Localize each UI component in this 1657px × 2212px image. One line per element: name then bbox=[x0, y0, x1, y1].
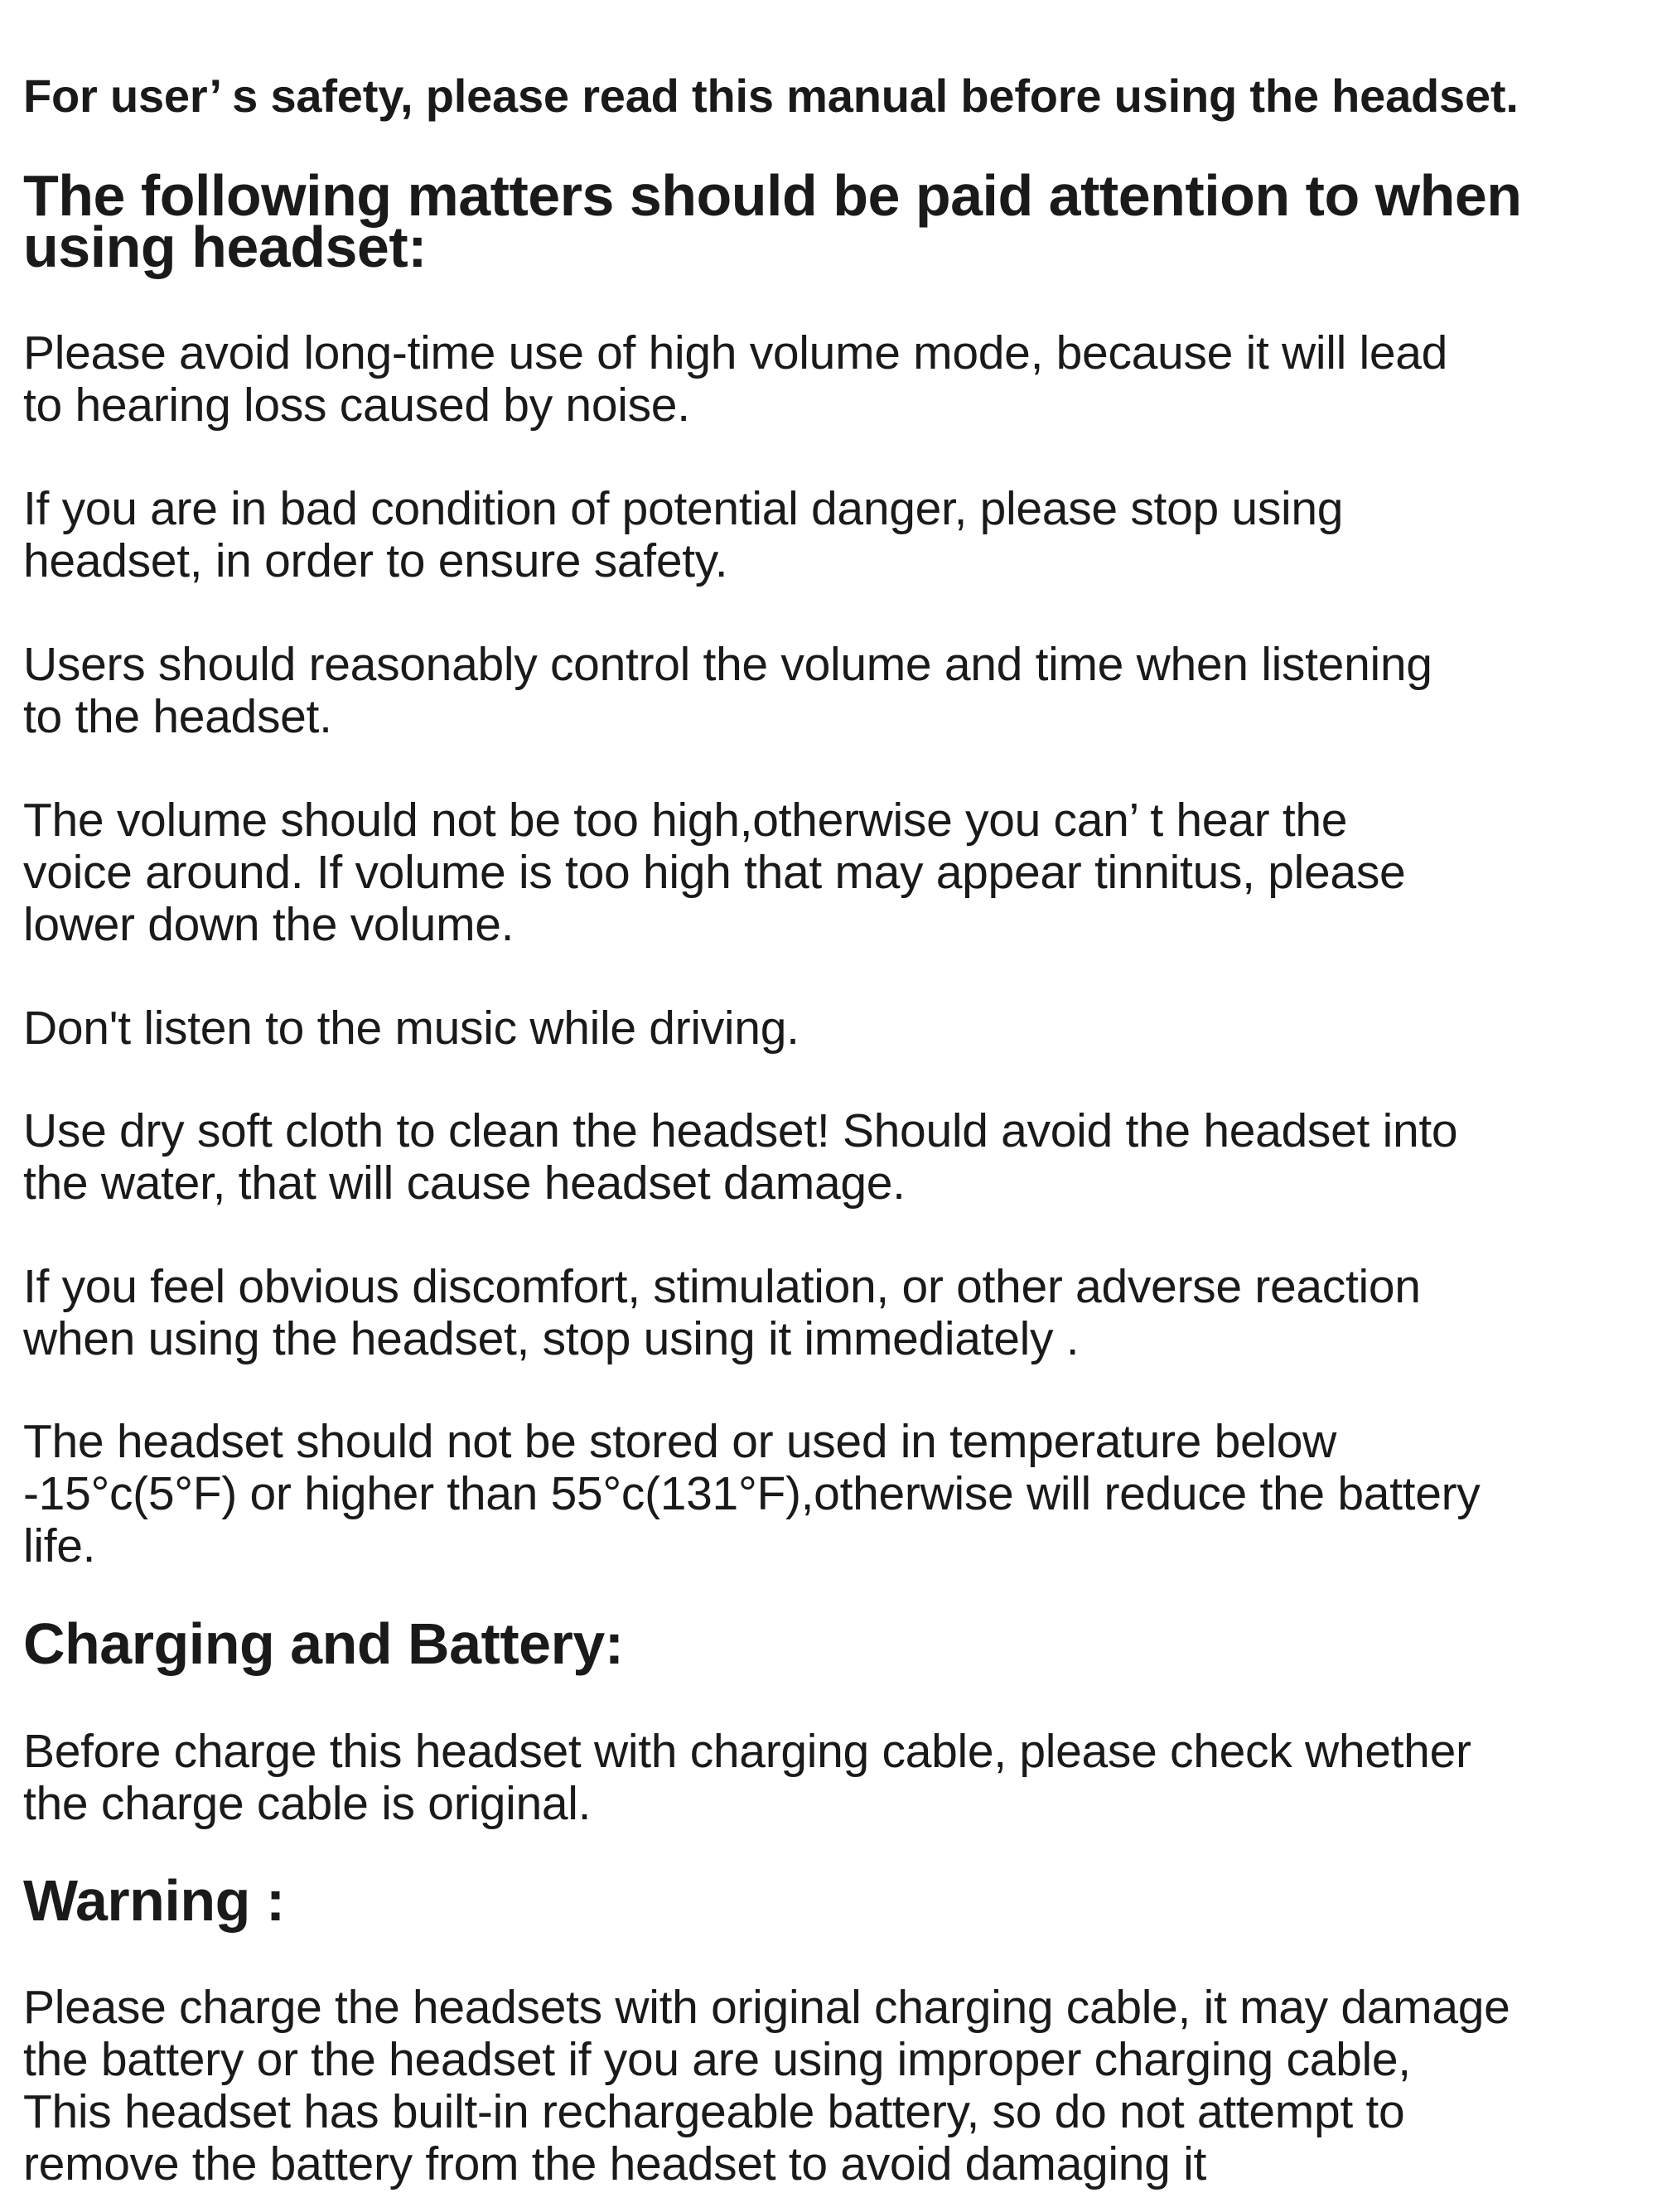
paragraph-charge-cable: Before charge this headset with charging cable, please check whether the charge cable is original. bbox=[23, 1725, 1471, 1830]
paragraph-driving: Don't listen to the music while driving. bbox=[23, 1002, 800, 1055]
paragraph-cleaning: Use dry soft cloth to clean the headset! Should avoid the headset into the water, that will cause headset damage. bbox=[23, 1104, 1458, 1210]
charging-heading: Charging and Battery: bbox=[23, 1611, 624, 1676]
paragraph-temperature: The headset should not be stored or used in temperature below -15°c(5°F) or higher than 55°c(131°F),otherwise will reduce the battery life. bbox=[23, 1415, 1481, 1572]
attention-heading: The following matters should be paid attention to when using headset: bbox=[23, 163, 1522, 279]
paragraph-warning: Please charge the headsets with original charging cable, it may damage the battery or the headset if you are using improper charging cable, This headset has built-in rechargeable battery, so do not attempt to remove the battery from the headset to avoid damaging it bbox=[23, 1981, 1510, 2190]
paragraph-danger: If you are in bad condition of potential danger, please stop using headset, in order to ensure safety. bbox=[23, 482, 1344, 587]
paragraph-discomfort: If you feel obvious discomfort, stimulation, or other adverse reaction when using the headset, stop using it immediately . bbox=[23, 1260, 1421, 1365]
safety-intro: For user’ s safety, please read this manual before using the headset. bbox=[23, 70, 1519, 122]
paragraph-high-volume: Please avoid long-time use of high volume mode, because it will lead to hearing loss caused by noise. bbox=[23, 326, 1448, 432]
paragraph-tinnitus: The volume should not be too high,otherwise you can’ t hear the voice around. If volume is too high that may appear tinnitus, please lower down the volume. bbox=[23, 794, 1406, 951]
warning-heading: Warning : bbox=[23, 1868, 285, 1933]
paragraph-control-volume: Users should reasonably control the volume and time when listening to the headset. bbox=[23, 638, 1432, 743]
